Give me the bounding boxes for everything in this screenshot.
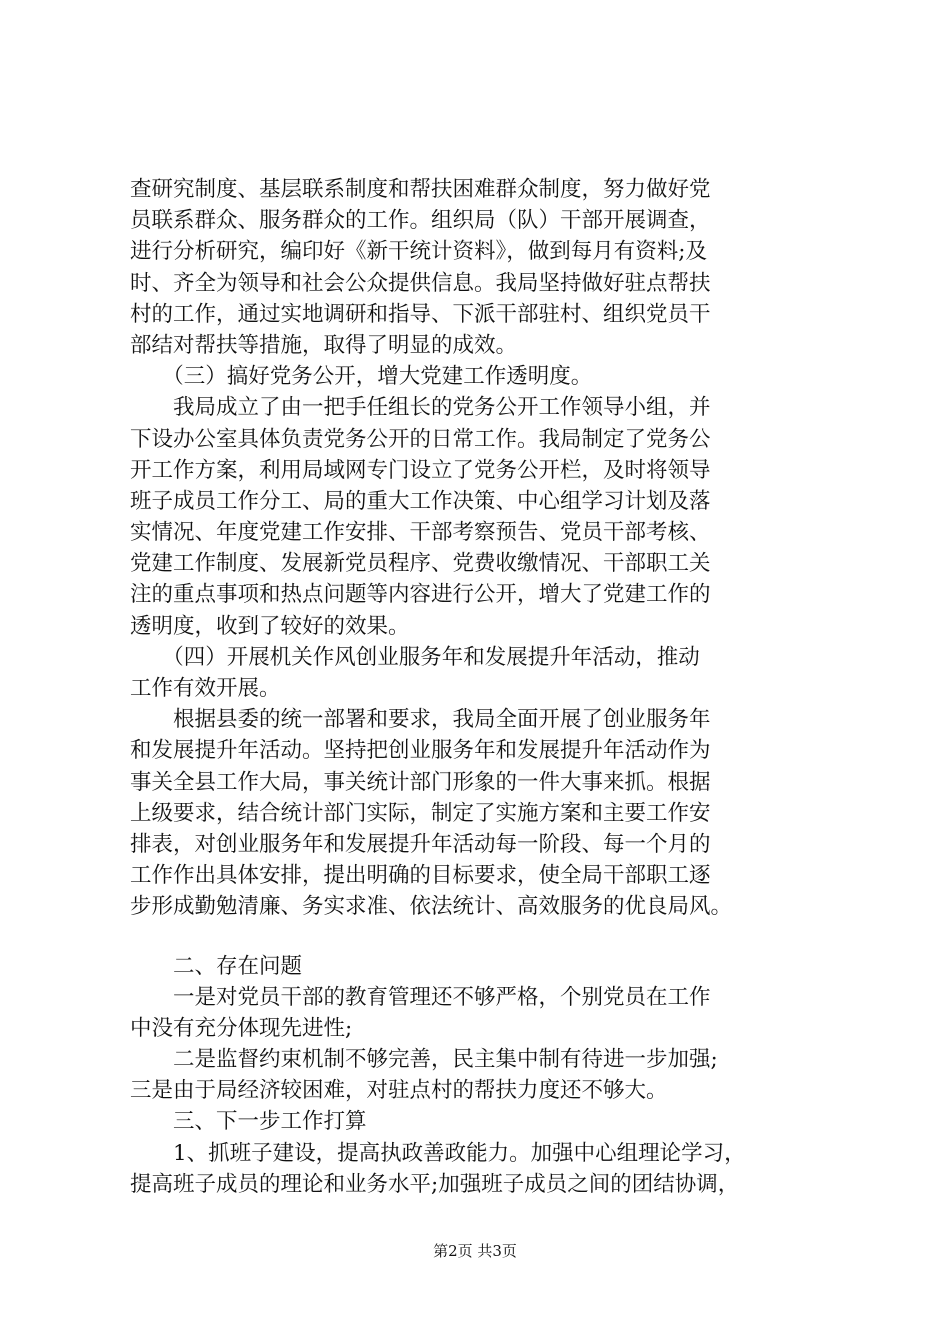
text-line: 部结对帮扶等措施，取得了明显的成效。: [130, 332, 518, 358]
text-line: 工作作出具体安排，提出明确的目标要求，使全局干部职工逐: [130, 863, 711, 889]
text-line: 三是由于局经济较困难，对驻点村的帮扶力度还不够大。: [130, 1078, 668, 1104]
text-line: 开工作方案，利用局域网专门设立了党务公开栏，及时将领导: [130, 457, 711, 483]
text-line: 我局成立了由一把手任组长的党务公开工作领导小组，并: [130, 395, 711, 421]
text-line: 下设办公室具体负责党务公开的日常工作。我局制定了党务公: [130, 426, 711, 452]
section-heading: （三）搞好党务公开，增大党建工作透明度。: [130, 364, 593, 390]
text-line: 排表，对创业服务年和发展提升年活动每一阶段、每一个月的: [130, 831, 711, 857]
text-line: 查研究制度、基层联系制度和帮扶困难群众制度，努力做好党: [130, 177, 711, 202]
text-line: 提高班子成员的理论和业务水平;加强班子成员之间的团结协调，: [130, 1171, 740, 1197]
text-line: 上级要求，结合统计部门实际，制定了实施方案和主要工作安: [130, 800, 711, 826]
text-line: 班子成员工作分工、局的重大工作决策、中心组学习计划及落: [130, 488, 711, 514]
page-footer: 第2页 共3页: [433, 1242, 517, 1260]
text-line: 事关全县工作大局，事关统计部门形象的一件大事来抓。根据: [130, 769, 711, 795]
paragraph-gap: [130, 923, 830, 951]
text-line: 中没有充分体现先进性;: [130, 1015, 353, 1041]
text-line: 员联系群众、服务群众的工作。组织局（队）干部开展调查，: [130, 208, 711, 234]
text-line: 党建工作制度、发展新党员程序、党费收缴情况、干部职工关: [130, 551, 711, 577]
text-line: 进行分析研究，编印好《新干统计资料》，做到每月有资料;及: [130, 239, 707, 265]
text-line: 1、抓班子建设，提高执政善政能力。加强中心组理论学习，: [130, 1140, 746, 1166]
text-line: 二是监督约束机制不够完善，民主集中制有待进一步加强;: [130, 1047, 718, 1073]
text-line: 时、齐全为领导和社会公众提供信息。我局坚持做好驻点帮扶: [130, 270, 711, 296]
section-heading: （四）开展机关作风创业服务年和发展提升年活动，推动: [130, 644, 700, 670]
section-heading: 三、下一步工作打算: [130, 1109, 367, 1135]
text-line: 和发展提升年活动。坚持把创业服务年和发展提升年活动作为: [130, 738, 711, 764]
text-line: 村的工作，通过实地调研和指导、下派干部驻村、组织党员干: [130, 301, 711, 327]
text-line: 实情况、年度党建工作安排、干部考察预告、党员干部考核、: [130, 520, 711, 546]
section-heading: 工作有效开展。: [130, 676, 281, 701]
text-line: 步形成勤勉清廉、务实求准、依法统计、高效服务的优良局风。: [130, 894, 733, 920]
text-line: 一是对党员干部的教育管理还不够严格，个别党员在工作: [130, 984, 711, 1010]
document-body: [130, 174, 830, 1200]
section-heading: 二、存在问题: [130, 953, 303, 979]
text-line: 根据县委的统一部署和要求，我局全面开展了创业服务年: [130, 707, 711, 733]
text-line: 注的重点事项和热点问题等内容进行公开，增大了党建工作的: [130, 582, 711, 608]
text-line: 透明度，收到了较好的效果。: [130, 613, 410, 639]
